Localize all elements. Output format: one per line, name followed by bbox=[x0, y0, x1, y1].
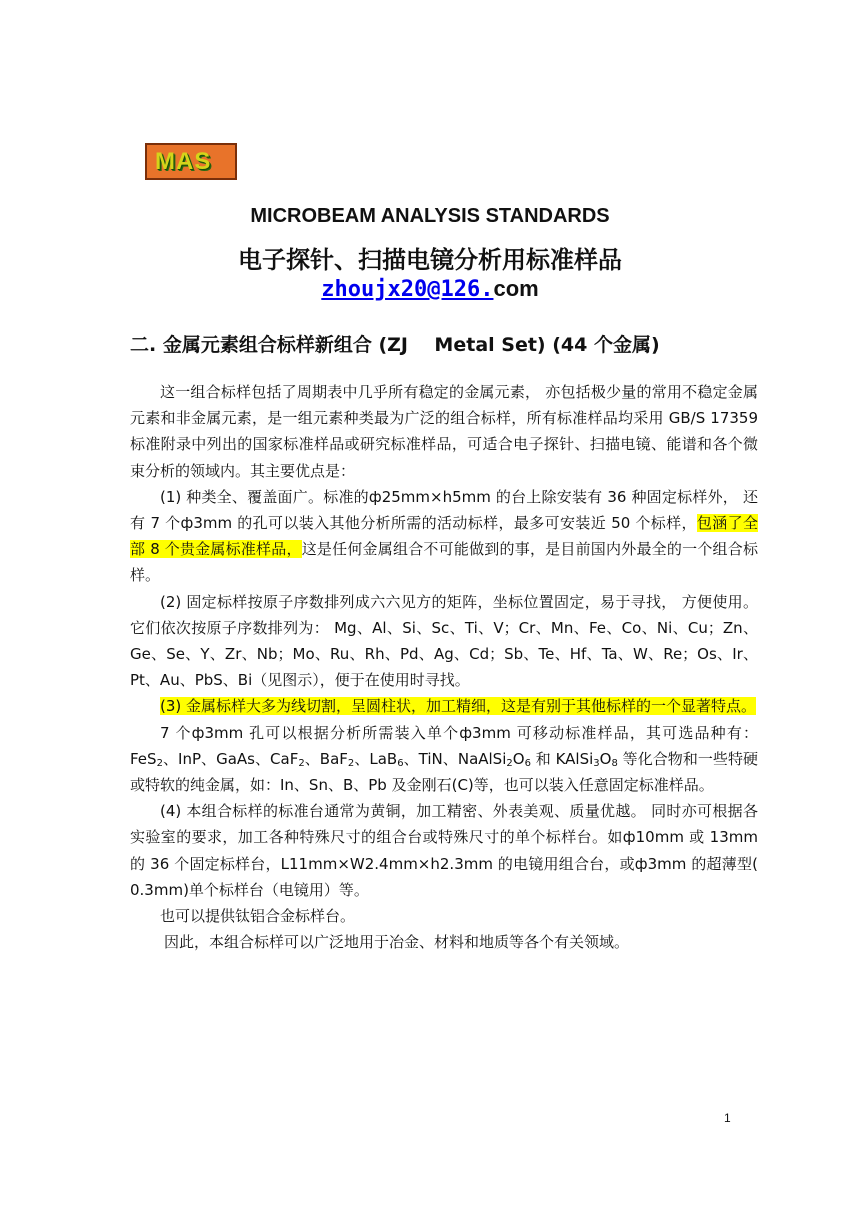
contact-email[interactable] bbox=[0, 276, 860, 302]
subscript: 6 bbox=[524, 757, 531, 769]
text-run: 、TiN、NaAlSi bbox=[403, 749, 507, 768]
email-link[interactable]: zhoujx20@126. bbox=[321, 277, 494, 302]
text-run: 、InP、GaAs、CaF bbox=[162, 749, 299, 768]
highlight-precious-metals: 包涵了全部 8 个贵金属标准样品， bbox=[130, 514, 758, 559]
paragraph-conclusion: 因此，本组合标样可以广泛地用于冶金、材料和地质等各个有关领域。 bbox=[164, 933, 630, 952]
text-run: 7 个ф3mm 孔可以根据分析所需装入单个ф3mm 可移动标准样品，其可选品种有：FeS bbox=[130, 723, 758, 768]
paragraph-optional-samples bbox=[130, 720, 758, 799]
subscript: 2 bbox=[506, 757, 513, 769]
title-chinese: 电子探针、扫描电镜分析用标准样品 bbox=[238, 246, 622, 274]
text-run: O bbox=[512, 749, 525, 768]
section-heading: 二. 金属元素组合标样新组合 (ZJ Metal Set) (44 个金属) bbox=[130, 334, 660, 356]
mas-logo bbox=[145, 143, 237, 180]
paragraph-point-2: (2) 固定标样按原子序数排列成六六见方的矩阵，坐标位置固定，易于寻找， 方便使用。它们依次按原子序数排列为： Mg、Al、Si、Sc、Ti、V；Cr、Mn、Fe、Co、Ni、Cu；Zn、Ge、Se、Y、Zr、Nb；Mo、Ru、Rh、Pd、Ag、Cd；Sb、Te、Hf、Ta、W、Re；Os、Ir、Pt、Au、PbS、Bi（见图示），便于在使用时寻找。 bbox=[130, 592, 758, 690]
text-run: 、BaF bbox=[304, 749, 348, 768]
logo-text: MAS bbox=[155, 148, 212, 175]
paragraph-point-4: (4) 本组合标样的标准台通常为黄铜，加工精密、外表美观、质量优越。 同时亦可根据各实验室的要求，加工各种特殊尺寸的组合台或特殊尺寸的单个标样台。如ф10mm 或 13mm 的 36 个固定标样台，L11mm×W2.4mm×h2.3mm 的电镜用组合台，或ф3mm 的超薄型( 0.3mm)单个标样台（电镜用）等。 bbox=[130, 802, 758, 899]
subscript: 3 bbox=[593, 757, 600, 769]
subscript: 8 bbox=[611, 757, 618, 769]
text-run: 等化合物和一些特硬或特软的纯金属，如：In、Sn、B、Pb 及金刚石(C)等，也可以装入任意固定标准样品。 bbox=[130, 749, 758, 795]
subscript: 2 bbox=[347, 757, 355, 769]
highlight-point-3: (3) 金属标样大多为线切割，呈圆柱状，加工精细，这是有别于其他标样的一个显著特点。 bbox=[160, 697, 757, 716]
subscript: 6 bbox=[397, 757, 404, 769]
email-domain: com bbox=[493, 276, 539, 301]
subscript: 2 bbox=[298, 757, 305, 769]
page-number: 1 bbox=[724, 1111, 731, 1125]
paragraph-point-1 bbox=[130, 484, 758, 589]
point-1-text-b: 这是任何金属组合不可能做到的事，是目前国内外最全的一个组合标样。 bbox=[130, 540, 758, 585]
text-run: 、LaB bbox=[354, 749, 398, 768]
text-run: O bbox=[599, 749, 612, 768]
title-english: MICROBEAM ANALYSIS STANDARDS bbox=[250, 205, 610, 227]
paragraph-intro: 这一组合标样包括了周期表中几乎所有稳定的金属元素， 亦包括极少量的常用不稳定金属元素和非金属元素，是一组元素种类最为广泛的组合标样，所有标准样品均采用 GB/S 17359 标准附录中列出的国家标准样品或研究标准样品，可适合电子探针、扫描电镜、能谱和各个微束分析的领域内。其主要优点是： bbox=[130, 383, 758, 480]
text-run: 和 KAlSi bbox=[530, 749, 594, 768]
main-text bbox=[130, 379, 758, 955]
point-1-text-a: (1) 种类全、覆盖面广。标准的ф25mm×h5mm 的台上除安装有 36 种固定标样外， 还有 7 个ф3mm 的孔可以装入其他分析所需的活动标样，最多可安装近 50 个标样， bbox=[130, 487, 758, 533]
paragraph-titanium: 也可以提供钛铝合金标样台。 bbox=[160, 907, 356, 926]
paragraph-point-3 bbox=[130, 693, 758, 719]
subscript: 2 bbox=[156, 757, 163, 769]
